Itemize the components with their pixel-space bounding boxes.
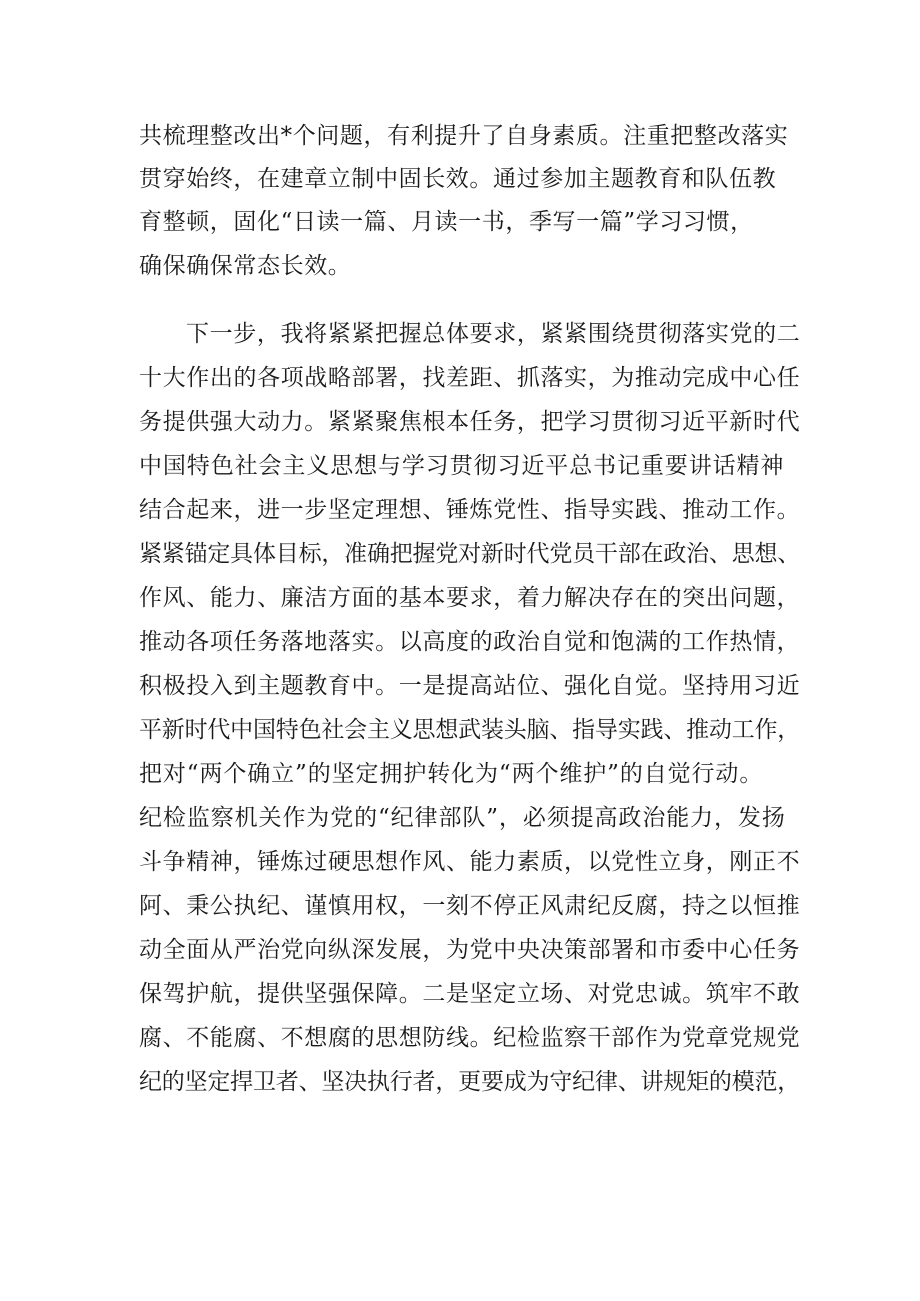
text-line: 下一步，我将紧紧把握总体要求，紧紧围绕贯彻落实党的二	[186, 321, 801, 347]
text-line: 共梳理整改出*个问题，有利提升了自身素质。注重把整改落实	[139, 123, 789, 149]
text-line: 十大作出的各项战略部署，找差距、抓落实，为推动完成中心任	[139, 365, 801, 391]
text-line: 中国特色社会主义思想与学习贯彻习近平总书记重要讲话精神	[139, 453, 785, 479]
text-line: 阿、秉公执纪、谨慎用权，一刻不停正风肃纪反腐，持之以恒推	[139, 893, 801, 919]
text-line: 结合起来，进一步坚定理想、锤炼党性、指导实践、推动工作。	[139, 497, 801, 523]
text-line: 把对“两个确立”的坚定拥护转化为“两个维护”的自觉行动。	[139, 761, 764, 787]
text-line: 保驾护航，提供坚强保障。二是坚定立场、对党忠诚。筑牢不敢	[139, 981, 801, 1007]
text-line: 动全面从严治党向纵深发展，为党中央决策部署和市委中心任务	[139, 937, 801, 963]
text-line: 纪的坚定捍卫者、坚决执行者，更要成为守纪律、讲规矩的模范，	[139, 1069, 801, 1095]
text-line: 平新时代中国特色社会主义思想武装头脑、指导实践、推动工作，	[139, 717, 801, 743]
text-line: 积极投入到主题教育中。一是提高站位、强化自觉。坚持用习近	[139, 673, 801, 699]
text-line: 推动各项任务落地落实。以高度的政治自觉和饱满的工作热情，	[139, 629, 801, 655]
text-line: 斗争精神，锤炼过硬思想作风、能力素质，以党性立身，刚正不	[139, 849, 801, 875]
text-line: 务提供强大动力。紧紧聚焦根本任务，把学习贯彻习近平新时代	[139, 409, 801, 435]
text-line: 确保确保常态长效。	[139, 253, 352, 279]
text-line: 作风、能力、廉洁方面的基本要求，着力解决存在的突出问题，	[139, 585, 801, 611]
text-line: 贯穿始终，在建章立制中固长效。通过参加主题教育和队伍教	[139, 166, 777, 192]
text-line: 育整顿，固化“日读一篇、月读一书，季写一篇”学习习惯，	[139, 209, 754, 235]
text-line: 紧紧锚定具体目标，准确把握党对新时代党员干部在政治、思想、	[139, 541, 801, 567]
text-line: 纪检监察机关作为党的“纪律部队”，必须提高政治能力，发扬	[139, 805, 786, 831]
text-line: 腐、不能腐、不想腐的思想防线。纪检监察干部作为党章党规党	[139, 1025, 801, 1051]
